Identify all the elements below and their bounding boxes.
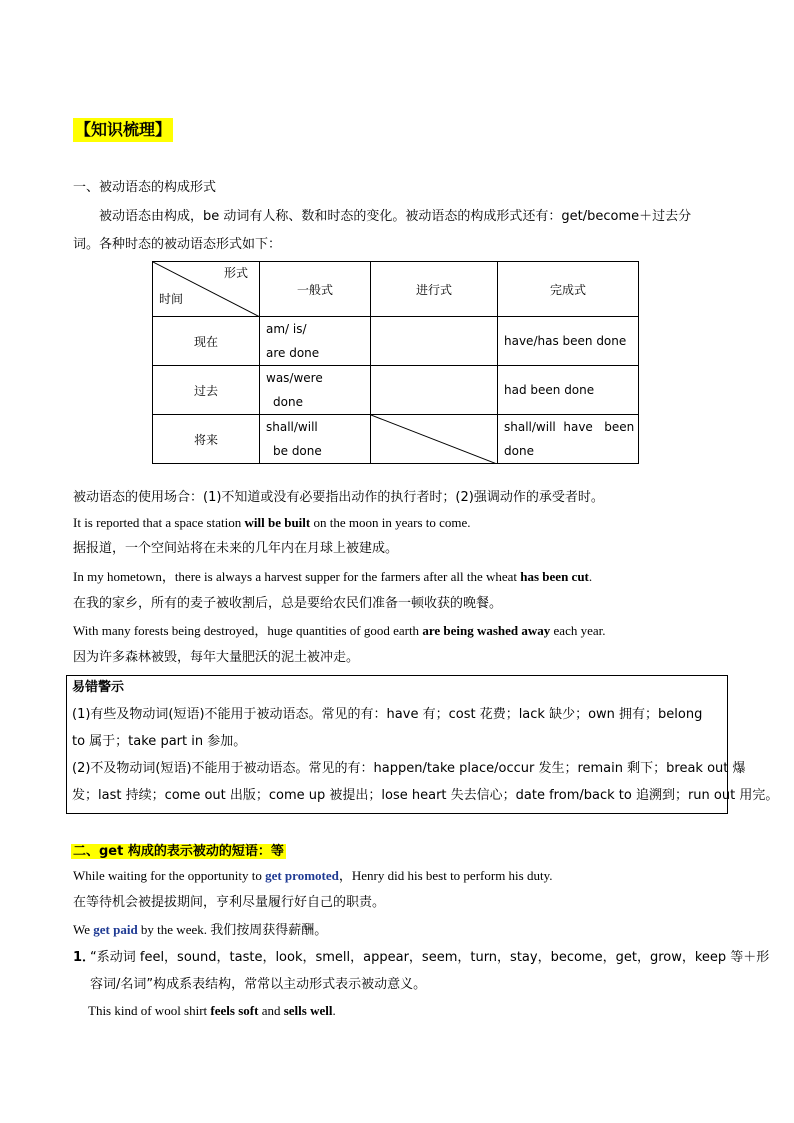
passive-forms-table: [152, 261, 639, 464]
section2-example1-en: [73, 867, 553, 885]
simple-past: [260, 366, 371, 415]
section-heading: 【知识梳理】: [73, 118, 173, 142]
warning-title: 易错警示: [72, 680, 125, 695]
section2-example3: [88, 1002, 336, 1020]
section2-ex3-pre: This kind of wool shirt: [88, 1003, 211, 1018]
simple-past-line2: done: [273, 395, 303, 409]
example-3-zh: 因为许多森林被毁，每年大量肥沃的泥土被冲走。: [73, 650, 360, 665]
simple-present: [260, 317, 371, 366]
header-progressive: 进行式: [371, 262, 498, 317]
section2-ex1-pre: While waiting for the opportunity to: [73, 868, 266, 883]
example-1-post: on the moon in years to come.: [310, 515, 471, 530]
table-row: [153, 415, 639, 464]
section2-title-wrap: [71, 840, 286, 859]
section2-ex2-bold: get paid: [93, 922, 138, 937]
section2-ex2-pre: We: [73, 922, 94, 937]
na-diagonal: [371, 415, 497, 464]
item-line1: “系动词 feel，sound，taste，look，smell，appear，seem，turn，stay，become，get，grow，keep 等＋形: [90, 950, 770, 965]
corner-label-form: 形式: [224, 266, 249, 280]
example-1-zh: 据报道，一个空间站将在未来的几年内在月球上被建成。: [73, 541, 399, 556]
time-present: 现在: [153, 317, 260, 366]
time-future: 将来: [153, 415, 260, 464]
warning-box: [66, 675, 779, 814]
simple-future: [260, 415, 371, 464]
section2-ex3-bold1: feels soft: [210, 1003, 259, 1018]
item-line2: 容词/名词”构成系表结构，常常以主动形式表示被动意义。: [90, 977, 427, 992]
simple-future-line2: be done: [273, 444, 322, 458]
perfect-past: had been done: [498, 366, 639, 415]
example-2-zh: 在我的家乡，所有的麦子被收割后，总是要给农民们准备一顿收获的晚餐。: [73, 596, 503, 611]
example-1-bold: will be built: [244, 515, 311, 530]
warning-line3: (2)不及物动词(短语)不能用于被动语态。常见的有：happen/take place/occur 发生；remain 剩下；break out 爆: [72, 761, 746, 776]
section2-example1-zh: 在等待机会被提拔期间，亨利尽量履行好自己的职责。: [73, 895, 386, 910]
example-3-post: each year.: [550, 623, 606, 638]
progressive-future-na: [371, 415, 498, 464]
progressive-past: [371, 366, 498, 415]
perfect-future-line2: done: [504, 444, 534, 458]
warning-line4: 发；last 持续；come out 出版；come up 被提出；lose heart 失去信心；date from/back to 追溯到；run out 用完。: [72, 788, 779, 803]
header-simple: 一般式: [260, 262, 371, 317]
section2-ex1-post: ，Henry did his best to perform his duty.: [338, 868, 553, 883]
section1-intro-line2: 词。各种时态的被动语态形式如下：: [73, 237, 282, 252]
table-row: [153, 366, 639, 415]
table-row: [153, 317, 639, 366]
section2-ex3-bold2: sells well: [283, 1003, 333, 1018]
example-3-pre: With many forests being destroyed，huge quantities of good earth: [73, 623, 423, 638]
example-2-post: .: [588, 569, 593, 584]
section2-ex3-mid: and: [258, 1003, 284, 1018]
perfect-future: [498, 415, 639, 464]
section2-title: 二、get 构成的表示被动的短语：等: [73, 844, 284, 859]
section2-ex3-post: .: [332, 1003, 336, 1018]
example-2-bold: has been cut: [520, 569, 589, 584]
example-3-bold: are being washed away: [422, 623, 551, 638]
simple-future-line1: shall/will: [266, 420, 318, 434]
simple-present-line1: am/ is/: [266, 322, 307, 336]
section2-example2: [73, 921, 327, 939]
section2-ex2-post: by the week. 我们按周获得薪酬。: [137, 922, 328, 937]
section1-title: 一、被动语态的构成形式: [73, 180, 217, 195]
corner-label-time: 时间: [159, 292, 184, 306]
progressive-present: [371, 317, 498, 366]
example-2-pre: In my hometown，there is always a harvest supper for the farmers after all the wheat: [73, 569, 521, 584]
section1-intro-line1: 被动语态由构成，be 动词有人称、数和时态的变化。被动语态的构成形式还有：get/become＋过去分: [99, 209, 692, 224]
section2-ex1-bold: get promoted: [265, 868, 339, 883]
example-1-en: [73, 514, 471, 532]
example-2-en: [73, 568, 592, 586]
example-1-pre: It is reported that a space station: [73, 515, 245, 530]
perfect-future-line1: shall/will have been: [504, 420, 635, 434]
simple-present-line2: are done: [266, 346, 320, 360]
usage-text: 被动语态的使用场合：(1)不知道或没有必要指出动作的执行者时；(2)强调动作的承受者时。: [73, 490, 604, 505]
simple-past-line1: was/were: [266, 371, 323, 385]
warning-line2: to 属于；take part in 参加。: [72, 734, 247, 749]
example-3-en: [73, 622, 606, 640]
header-perfect: 完成式: [498, 262, 639, 317]
warning-line1: (1)有些及物动词(短语)不能用于被动语态。常见的有：have 有；cost 花费；lack 缺少；own 拥有；belong: [72, 707, 703, 722]
perfect-present: have/has been done: [498, 317, 639, 366]
item-number: 1．: [73, 950, 96, 965]
table-corner-cell: [153, 262, 260, 317]
time-past: 过去: [153, 366, 260, 415]
